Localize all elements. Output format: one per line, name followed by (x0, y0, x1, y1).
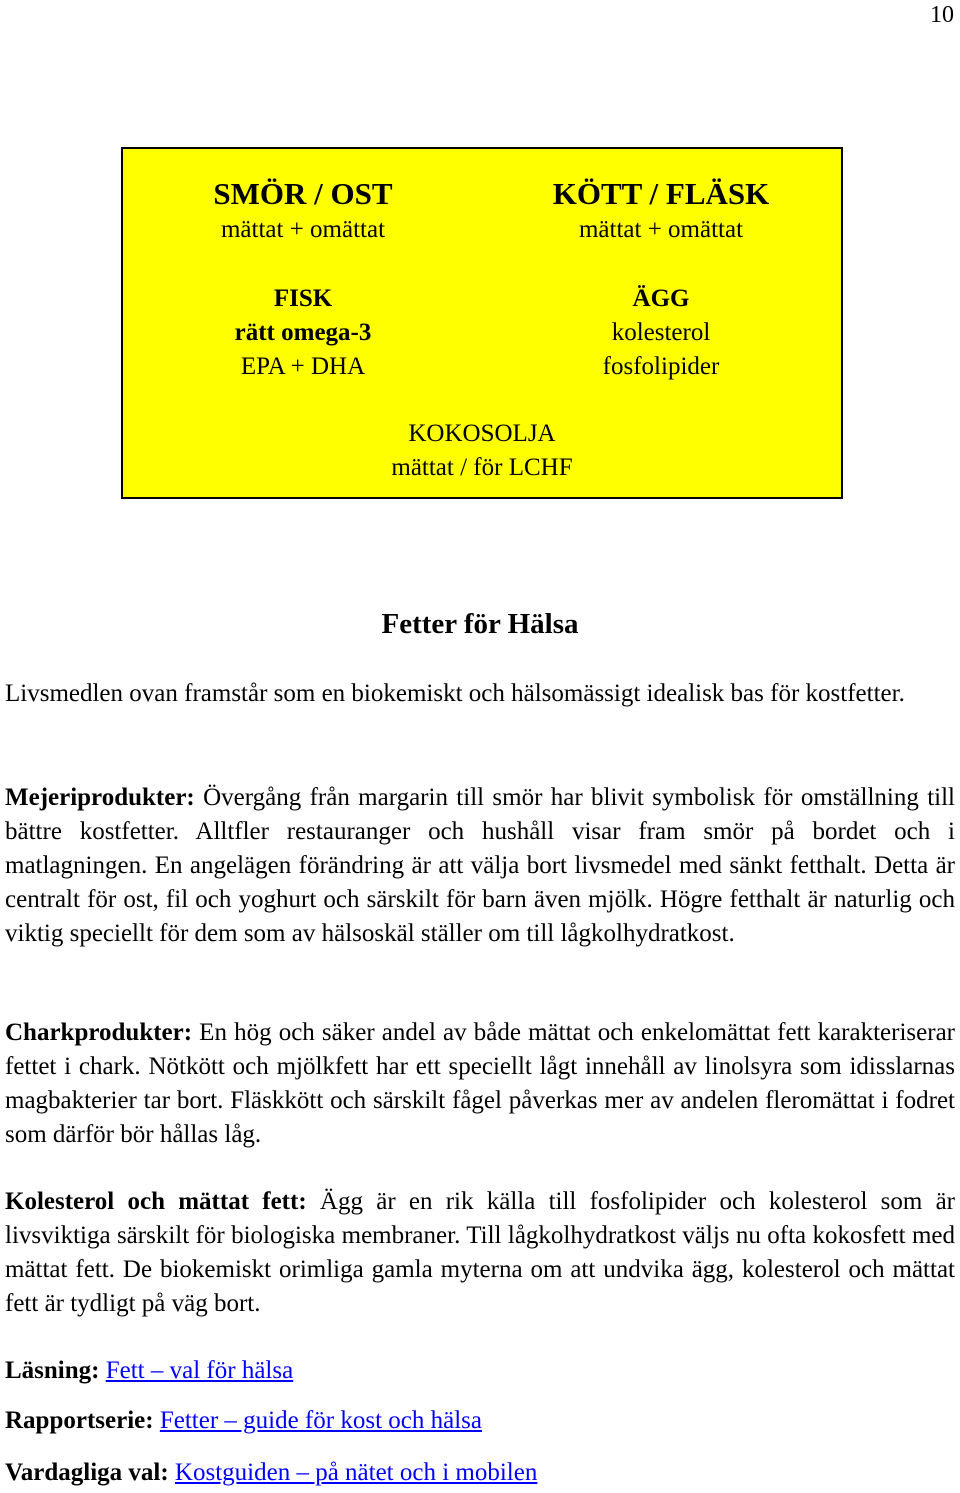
fisk-block (183, 282, 423, 384)
kolesterol-lead: Kolesterol och mättat fett: (5, 1188, 307, 1215)
reference-vardagliga-val (5, 1456, 537, 1490)
chark-paragraph (5, 1016, 955, 1152)
reference-link[interactable]: Fetter – guide för kost och hälsa (159, 1407, 482, 1434)
chark-text: En hög och säker andel av både mättat och enkelomättat fett karakteriserar fettet i chark. Nötkött och mjölkfett har ett speciellt lågt innehåll av linolsyra som idisslarnas magbakterier tar bort. Fläskkött och särskilt fågel påverkas mer av andelen fleromättat i fodret som därför bör hållas låg. (5, 1019, 955, 1148)
agg-line1: kolesterol (611, 319, 711, 346)
kokosolja-block (323, 417, 641, 485)
reference-rapportserie (5, 1404, 482, 1438)
food-sources-box (121, 147, 843, 499)
smor-ost-block (183, 175, 423, 247)
fisk-title: FISK (273, 285, 333, 312)
agg-block (523, 282, 799, 384)
mejeri-text: Övergång från margarin till smör har blivit symbolisk för omställning till bättre kostfetter. Alltfler restauranger och hushåll visar fram smör på bordet och i matlagningen. En angelägen förändring är att välja bort livsmedel med sänkt fetthalt. Detta är centralt för ost, fil och yoghurt och särskilt för barn även mjölk. Högre fetthalt är naturlig och viktig speciellt för dem som av hälsoskäl ställer om till lågkolhydratkost. (5, 784, 955, 947)
kott-flask-line1: mättat + omättat (578, 216, 744, 243)
kolesterol-paragraph (5, 1185, 955, 1321)
reference-label: Rapportserie: (5, 1407, 154, 1434)
intro-paragraph: Livsmedlen ovan framstår som en biokemiskt och hälsomässigt idealisk bas för kostfetter. (5, 680, 905, 707)
chark-lead: Charkprodukter: (5, 1019, 193, 1046)
reference-label: Läsning: (5, 1357, 100, 1384)
kokosolja-title: KOKOSOLJA (408, 420, 556, 447)
document-title: Fetter för Hälsa (381, 608, 579, 640)
reference-lasning (5, 1354, 293, 1388)
reference-label: Vardagliga val: (5, 1459, 169, 1486)
reference-link[interactable]: Fett – val för hälsa (105, 1357, 294, 1384)
mejeri-paragraph (5, 781, 955, 951)
fisk-line1: rätt omega-3 (234, 319, 372, 346)
kott-flask-title: KÖTT / FLÄSK (552, 176, 770, 211)
reference-link[interactable]: Kostguiden – på nätet och i mobilen (174, 1459, 538, 1486)
kott-flask-block (523, 175, 799, 247)
agg-title: ÄGG (632, 285, 690, 312)
kokosolja-line1: mättat / för LCHF (391, 454, 573, 481)
page-number: 10 (930, 2, 954, 28)
smor-ost-line1: mättat + omättat (220, 216, 386, 243)
kolesterol-text: Ägg är en rik källa till fosfolipider och kolesterol som är livsviktiga särskilt för biologiska membraner. Till lågkolhydratkost väljs nu ofta kokosfett med mättat fett. De biokemiskt orimliga gamla myterna om att undvika ägg, kolesterol och mättat fett är tydligt på väg bort. (5, 1188, 955, 1317)
mejeri-lead: Mejeriprodukter: (5, 784, 195, 811)
agg-line2: fosfolipider (602, 353, 720, 380)
smor-ost-title: SMÖR / OST (213, 176, 393, 211)
fisk-line2: EPA + DHA (240, 353, 366, 380)
